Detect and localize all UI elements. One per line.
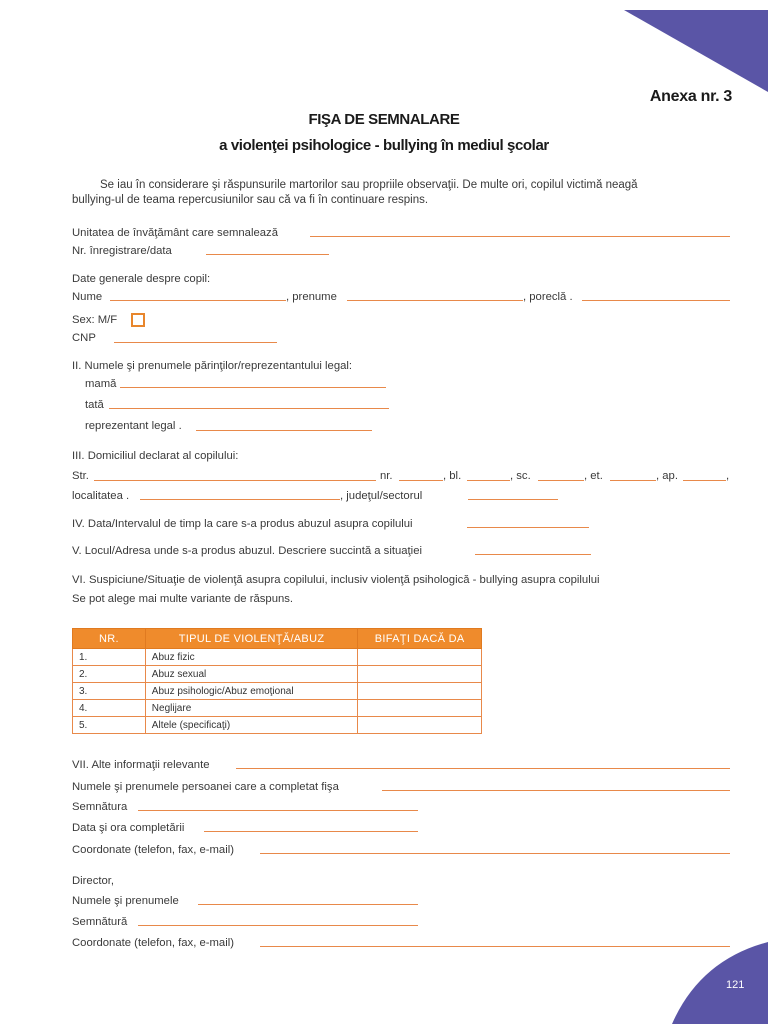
row-type: Abuz sexual: [145, 666, 358, 683]
county-label: , judeţul/sectorul: [340, 490, 423, 502]
surname-field[interactable]: [110, 300, 286, 301]
cnp-field[interactable]: [114, 342, 277, 343]
county-field[interactable]: [468, 499, 558, 500]
sex-checkbox[interactable]: [131, 313, 145, 327]
general-data-heading: Date generale despre copil:: [72, 273, 211, 285]
intro-paragraph: [72, 178, 732, 208]
annex-number: Anexa nr. 3: [649, 88, 732, 105]
header-nr: NR.: [73, 629, 146, 649]
form-subtitle: a violenţei psihologice - bullying în mediul şcolar: [219, 137, 549, 154]
parents-heading: II. Numele şi prenumele părinţilor/reprezentantului legal:: [72, 360, 353, 372]
row-type: Abuz fizic: [145, 649, 358, 666]
legal-rep-label: reprezentant legal .: [85, 420, 182, 432]
table-row: [73, 649, 482, 666]
street-label: Str.: [72, 470, 89, 482]
bl-label: , bl.: [443, 470, 462, 482]
director-name-field[interactable]: [198, 904, 418, 905]
row-check-cell[interactable]: [358, 717, 482, 734]
mother-label: mamă: [85, 378, 117, 390]
datetime-label: Data şi ora completării: [72, 822, 185, 834]
table-row: [73, 666, 482, 683]
row-type: Neglijare: [145, 700, 358, 717]
father-label: tată: [85, 399, 104, 411]
row-check-cell[interactable]: [358, 683, 482, 700]
row-check-cell[interactable]: [358, 649, 482, 666]
intro-line-2: bullying-ul de teama repercusiunilor sau că va fi în continuare respins.: [72, 194, 429, 206]
nickname-label: , poreclă .: [523, 291, 573, 303]
locality-field[interactable]: [140, 499, 340, 500]
father-field[interactable]: [109, 408, 389, 409]
sex-label: Sex: M/F: [72, 314, 118, 326]
row-type: Altele (specificaţi): [145, 717, 358, 734]
registration-label: Nr. înregistrare/data: [72, 245, 172, 257]
signature-label: Semnătura: [72, 801, 128, 813]
firstname-label: , prenume: [286, 291, 337, 303]
et-field[interactable]: [610, 480, 656, 481]
institution-field[interactable]: [310, 236, 730, 237]
page-number: 121: [726, 979, 745, 991]
legal-rep-field[interactable]: [196, 430, 372, 431]
ap-comma: ,: [726, 470, 730, 482]
table-header-row: [73, 629, 482, 649]
registration-field[interactable]: [206, 254, 329, 255]
bl-field[interactable]: [467, 480, 510, 481]
director-signature-label: Semnătură: [72, 916, 128, 928]
location-field[interactable]: [475, 554, 591, 555]
intro-line-1: Se iau în considerare şi răspunsurile martorilor sau propriile observaţii. De multe ori, copilul victimă neagă: [100, 179, 638, 191]
director-signature-field[interactable]: [138, 925, 418, 926]
suspicion-label: VI. Suspiciune/Situaţie de violenţă asupra copilului, inclusiv violenţă psihologică - bullying asupra copilului: [72, 574, 600, 586]
other-info-label: VII. Alte informaţii relevante: [72, 759, 210, 771]
row-nr: 5.: [73, 717, 146, 734]
completed-by-label: Numele şi prenumele persoanei care a completat fişa: [72, 781, 339, 793]
table-row: [73, 700, 482, 717]
sc-label: , sc.: [510, 470, 531, 482]
form-title: FIŞA DE SEMNALARE: [308, 111, 460, 128]
contact-label: Coordonate (telefon, fax, e-mail): [72, 844, 235, 856]
director-name-label: Numele şi prenumele: [72, 895, 179, 907]
interval-field[interactable]: [467, 527, 589, 528]
other-info-field[interactable]: [236, 768, 730, 769]
director-contact-label: Coordonate (telefon, fax, e-mail): [72, 937, 235, 949]
ap-field[interactable]: [683, 480, 726, 481]
signature-field[interactable]: [138, 810, 418, 811]
nr-label: nr.: [380, 470, 393, 482]
contact-field[interactable]: [260, 853, 730, 854]
table-row: [73, 683, 482, 700]
mother-field[interactable]: [120, 387, 386, 388]
ap-label: , ap.: [656, 470, 678, 482]
locality-label: localitatea .: [72, 490, 130, 502]
violence-type-table: [72, 628, 482, 734]
surname-label: Nume: [72, 291, 103, 303]
row-check-cell[interactable]: [358, 666, 482, 683]
cnp-label: CNP: [72, 332, 96, 344]
datetime-field[interactable]: [204, 831, 418, 832]
header-type: TIPUL DE VIOLENŢĂ/ABUZ: [145, 629, 358, 649]
institution-label: Unitatea de învăţământ care semnalează: [72, 227, 278, 239]
street-field[interactable]: [94, 480, 376, 481]
director-contact-field[interactable]: [260, 946, 730, 947]
sc-field[interactable]: [538, 480, 584, 481]
row-nr: 3.: [73, 683, 146, 700]
row-nr: 2.: [73, 666, 146, 683]
table-row: [73, 717, 482, 734]
row-nr: 4.: [73, 700, 146, 717]
completed-by-field[interactable]: [382, 790, 730, 791]
firstname-field[interactable]: [347, 300, 523, 301]
director-label: Director,: [72, 875, 115, 887]
header-check: BIFAŢI DACĂ DA: [358, 629, 482, 649]
nr-field[interactable]: [399, 480, 443, 481]
location-label: V. Locul/Adresa unde s-a produs abuzul. Descriere succintă a situaţiei: [72, 545, 422, 557]
row-nr: 1.: [73, 649, 146, 666]
domicile-heading: III. Domiciliul declarat al copilului:: [72, 450, 239, 462]
row-check-cell[interactable]: [358, 700, 482, 717]
multiple-choice-note: Se pot alege mai multe variante de răspuns.: [72, 593, 294, 605]
row-type: Abuz psihologic/Abuz emoţional: [145, 683, 358, 700]
interval-label: IV. Data/Intervalul de timp la care s-a produs abuzul asupra copilului: [72, 518, 413, 530]
et-label: , et.: [584, 470, 603, 482]
nickname-field[interactable]: [582, 300, 730, 301]
